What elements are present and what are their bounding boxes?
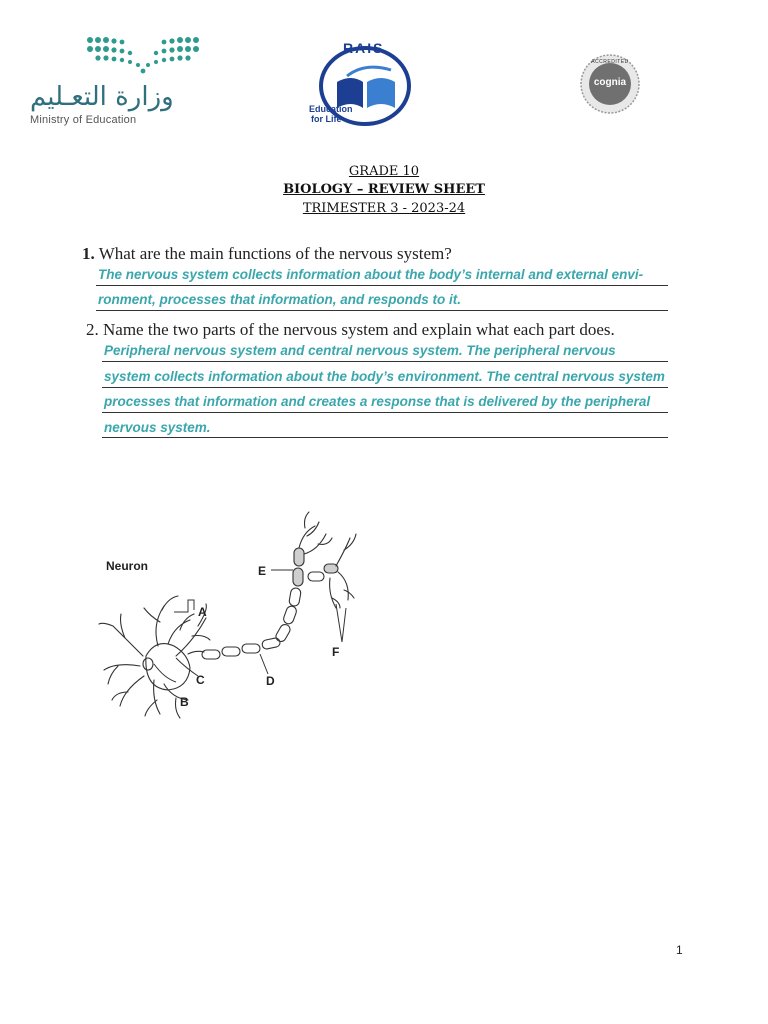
answer-line-divider bbox=[102, 437, 668, 438]
label-f: F bbox=[332, 645, 340, 659]
rais-tagline-line1: Education bbox=[309, 104, 353, 114]
answer-2-line-2: system collects information about the body’s environment. The central nervous system bbox=[104, 369, 665, 384]
page-number: 1 bbox=[676, 943, 683, 957]
answer-1-line-2: ronment, processes that information, and responds to it. bbox=[98, 292, 462, 307]
dendrites bbox=[99, 596, 210, 718]
answer-2-line-3: processes that information and creates a response that is delivered by the peripheral bbox=[104, 394, 651, 409]
question-2-number: 2. bbox=[86, 320, 99, 339]
question-1-text: What are the main functions of the nervous system? bbox=[98, 244, 452, 263]
answer-line-divider bbox=[102, 412, 668, 413]
answer-line-divider bbox=[102, 387, 668, 388]
question-1 bbox=[82, 244, 452, 264]
cognia-ring-text: ACCREDITED bbox=[591, 59, 629, 65]
label-leader-lines bbox=[154, 570, 346, 682]
answer-2-line-4: nervous system. bbox=[104, 420, 211, 435]
label-d: D bbox=[266, 674, 275, 688]
rais-name: RAIS bbox=[343, 40, 385, 56]
cognia-accreditation-seal bbox=[578, 54, 642, 114]
label-c: C bbox=[196, 673, 205, 687]
cognia-name: cognia bbox=[593, 77, 627, 88]
label-e: E bbox=[258, 564, 267, 578]
question-1-number: 1. bbox=[82, 244, 95, 263]
label-a: A bbox=[198, 605, 207, 619]
answer-line-divider bbox=[96, 310, 668, 311]
moe-english-name: Ministry of Education bbox=[30, 114, 137, 126]
moe-dots-emblem bbox=[84, 34, 204, 78]
answer-line-divider bbox=[96, 285, 668, 286]
answer-2-line-1: Peripheral nervous system and central nervous system. The peripheral nervous bbox=[104, 343, 616, 358]
question-2-text: Name the two parts of the nervous system and explain what each part does. bbox=[103, 320, 615, 339]
sheet-title: BIOLOGY – REVIEW SHEET bbox=[283, 182, 485, 197]
moe-arabic-name: وزارة التعـليم bbox=[30, 82, 174, 112]
answer-1-line-1: The nervous system collects information about the body’s internal and external envi- bbox=[98, 267, 644, 282]
label-b: B bbox=[180, 695, 189, 709]
grade-title: GRADE 10 bbox=[348, 164, 420, 179]
nucleus bbox=[143, 658, 153, 670]
axon-terminals bbox=[299, 512, 356, 608]
trimester-title: TRIMESTER 3 - 2023-24 bbox=[302, 201, 466, 216]
question-2 bbox=[86, 320, 615, 340]
neuron-diagram bbox=[98, 508, 368, 733]
ministry-of-education-logo bbox=[24, 34, 209, 129]
diagram-title: Neuron bbox=[106, 559, 148, 573]
rais-logo bbox=[303, 40, 415, 128]
answer-line-divider bbox=[102, 361, 668, 362]
rais-tagline-line2: for Life bbox=[311, 114, 342, 124]
